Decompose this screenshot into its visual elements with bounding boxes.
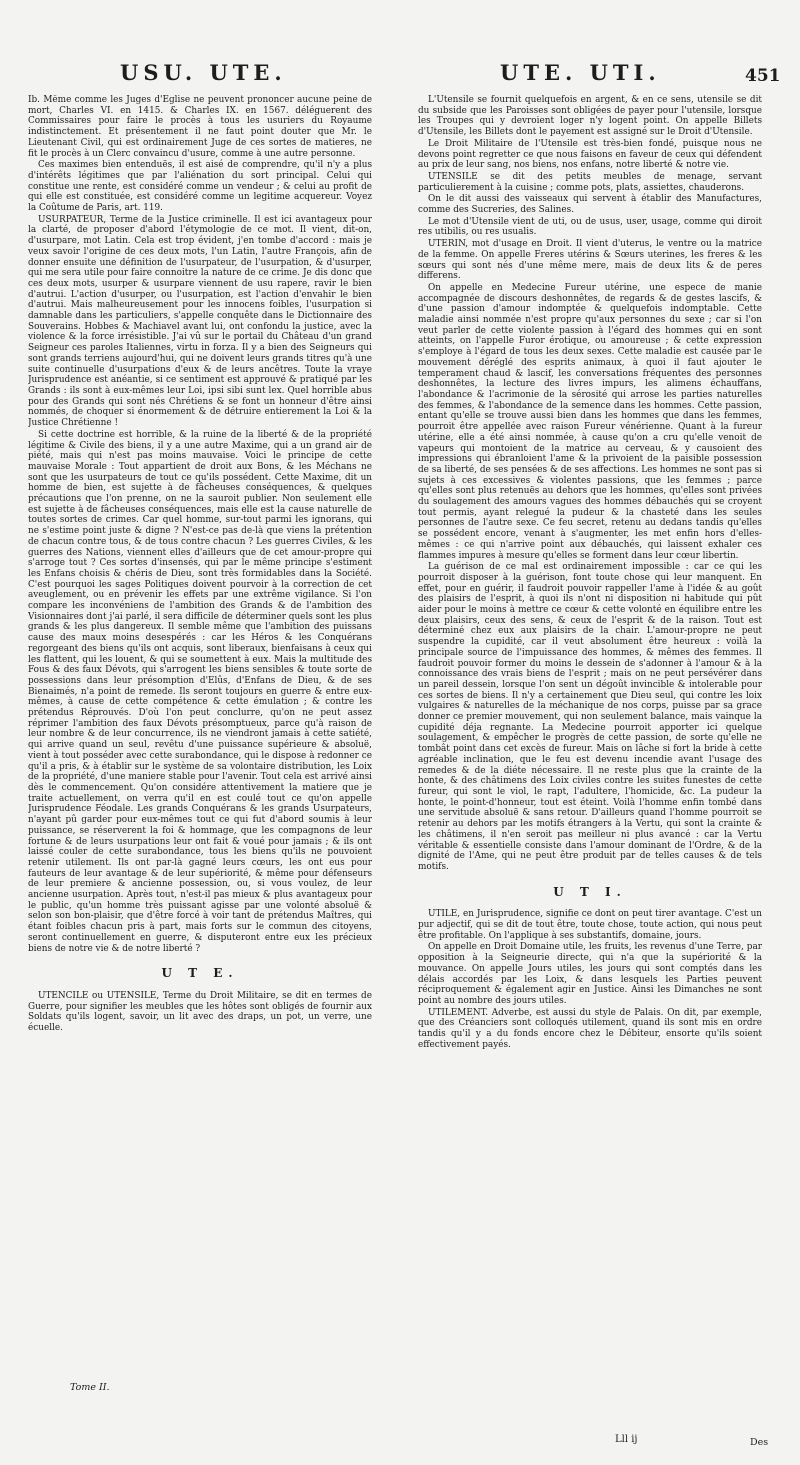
left-column	[28, 95, 372, 1385]
running-head-left: USU. UTE.	[120, 60, 287, 85]
paragraph: USURPATEUR, Terme de la Justice criminelle. Il est ici avantageux pour la clarté, de proposer d'abord l'étymologie de ce mot. Il vient, dit-on, d'usurpare, mot Latin. Cela est trop évident, j'en tombe d'accord : mais je veux savoir l'origine de ces deux mots, l'un Latin, l'autre François, afin de donner ensuite une définition de l'usurpateur, de l'usurpation, & d'usurper, qui me sera utile pour faire connoitre la nature de ce crime. Je dis donc que ces deux mots, usurper & usurpare viennent de usu rapere, ravir le bien d'autrui. L'action d'usurper, ou l'usurpation, est l'action d'envahir le bien d'autrui. Mais malheureusement pour les innocens foibles, l'usurpation si damnable dans les particuliers, s'appelle conquête dans le Dictionnaire des Souverains. Hobbes & Machiavel avant lui, ont confondu la justice, avec la violence & la force irrésistible. J'ai vû sur le portail du Château d'un grand Seigneur ces paroles Italiennes, virtu in forza. Il y a bien des Seigneurs qui sont grands terriens aujourd'hui, qui ne doivent leurs grands titres qu'à une suite continuelle d'usurpations d'eux & de leurs ancêtres. Toute la vraye Jurisprudence est anéantie, si ce sentiment est approuvé & pratiqué par les Grands : ils sont à eux-mêmes leur Loi, ipsi sibi sunt lex. Quel horrible abus pour des Grands qui sont nés Chrétiens & se font un honneur d'être ainsi nommés, de choquer si énormement & de détruire entierement la Loi & la Justice Chrétienne !	[28, 214, 372, 429]
paragraph: Ces maximes bien entenduës, il est aisé de comprendre, qu'il n'y a plus d'intérêts légitimes que par l'aliénation du sort principal. Celui qui constitue une rente, est considéré comme un vendeur ; & celui au profit de qui elle est constituée, est considéré comme un legitime acquereur. Voyez la Coûtume de Paris, art. 119.	[28, 160, 372, 214]
paragraph: Ib. Même comme les Juges d'Eglise ne peuvent prononcer aucune peine de mort, Charles VI. en 1415. & Charles IX. en 1567. déléguerent des Commissaires pour faire le procès à tous les usuriers du Royaume indistinctement. Et présentement il ne faut point douter que Mr. le Lieutenant Civil, qui est ordinairement Juge de ces sortes de matieres, ne fit le procès à un Clerc convaincu d'usure, comme à une autre personne.	[28, 95, 372, 159]
signature-mark: Lll ij	[615, 1434, 638, 1445]
section-heading-uti: U T I.	[553, 884, 627, 899]
entry-utile: UTILE, en Jurisprudence, signifie ce dont on peut tirer avantage. C'est un pur adjectif, qui se dit de tout être, toute chose, toute action, qui nous peut être profitable. On l'applique à ses substantifs, domaine, jours.	[418, 909, 762, 941]
paragraph: On le dit aussi des vaisseaux qui servent à établir des Manufactures, comme des Sucreries, des Salines.	[418, 194, 762, 216]
paragraph: La guérison de ce mal est ordinairement impossible : car ce qui les pourroit disposer à la guérison, font toute chose qui leur manquent. En effet, pour en guérir, il faudroit pouvoir rappeller l'ame à l'idée & au goût des plaisirs de l'esprit, à quoi ils n'ont ni disposition ni habitude qui pût aider pour le moins à mettre ce cœur & cette volonté en équilibre entre les deux plaisirs, ceux des sens, & ceux de l'esprit & de la raison. Tout est déterminé chez eux aux plaisirs de la chair. L'amour-propre ne peut suspendre la cupidité, car il veut absolument être heureux : voilà la principale source de l'impuissance des hommes, & mêmes des femmes. Il faudroit pouvoir former du moins le dessein de s'adonner à l'amour & à la connoissance des vrais biens de l'esprit ; mais on ne peut persévérer dans un pareil dessein, lorsque l'on sent un dégoût invincible & intolerable pour ces sortes de biens. Il n'y a certainement que Dieu seul, qui contre les loix vulgaires & naturelles de la méchanique de nos corps, puisse par sa grace donner ce premier mouvement, qui non seulement balance, mais vainque la cupidité déja regnante. La Medecine pourroit apporter ici quelque soulagement, & empêcher le progrès de cette passion, de sorte qu'elle ne tombât point dans cet excès de fureur. Mais on lâche si fort la bride à cette agréable inclination, que le feu est devenu incendie avant l'usage des remedes & de la diéte nécessaire. Il ne reste plus que la crainte de la honte, & des châtimens des Loix civiles contre les suites funestes de cette fureur, qui sont le viol, le rapt, l'adultere, l'homicide, &c. La pudeur la honte, le point-d'honneur, tout est éteint. Voilà l'homme enfin tombé dans une servitude absoluë & sans retour. D'ailleurs quand l'homme pourroit se retenir au dehors par les motifs étrangers à la Vertu, qui sont la crainte & les châtimens, il n'en seroit pas meilleur ni plus avancé : car la Vertu véritable & essentielle consiste dans l'amour dominant de l'Ordre, & de la dignité de l'Ame, qui ne peut être produit par de telles causes & de tels motifs.	[418, 562, 762, 872]
paragraph: Le mot d'Utensile vient de uti, ou de usus, user, usage, comme qui diroit res utibilis, ou res usualis.	[418, 216, 762, 238]
catchword: Des	[750, 1437, 769, 1448]
volume-footer: Tome II.	[70, 1382, 110, 1393]
paragraph: Si cette doctrine est horrible, & la ruine de la liberté & de la propriété légitime & Civile des biens, il y a une autre Maxime, qui a un grand air de piété, mais qui n'est pas moins mauvaise. Voici le principe de cette mauvaise Morale : Tout appartient de droit aux Bons, & les Méchans ne sont que les usurpateurs de tout ce qu'ils possédent. Cette Maxime, dit un homme de bien, est sujette à de fâcheuses conséquences, & quelques précautions que l'on prenne, on ne la sauroit publier. Non seulement elle est sujette à de fâcheuses conséquences, mais elle est la cause naturelle de toutes sortes de crimes. Car quel homme, sur-tout parmi les ignorans, qui ne s'estime point juste & digne ? N'est-ce pas de-là que viens la prétention de chacun contre tous, & de tous contre chacun ? Les guerres Civiles, & les guerres des Nations, viennent elles d'ailleurs que de cet amour-propre qui s'arroge tout ? Ces sortes d'insensés, qui par le même principe s'estiment les Enfans choisis & chéris de Dieu, sont très formidables dans la Société. C'est pourquoi les sages Politiques doivent pourvoir à la correction de cet aveuglement, ou en prévenir les effets par une extrême vigilance. Si l'on compare les inconvéniens de l'ambition des Grands & de l'ambition des Visionnaires dont j'ai parlé, il sera difficile de déterminer quels sont les plus grands & les plus dangereux. Il semble même que l'ambition des puissans cause des maux moins desespérés : car les Héros & les Conquérans regorgeant des biens qu'ils ont acquis, sont liberaux, bienfaisans à ceux qui les flattent, qui les louent, & qui se soumettent à eux. Mais la multitude des Fous & des faux Dévots, qui s'arrogent les biens sensibles & toute sorte de possessions dans leur présomption d'Elûs, d'Enfans de Dieu, & de ses Bienaimés, n'a point de remede. Ils seront toujours en guerre & entre eux-mêmes, à cause de cette compétence & cette émulation ; & contre les prétendus Réprouvés. D'où l'on peut conclurre, qu'on ne peut assez réprimer l'ambition des faux Dévots présomptueux, parce qu'à raison de leur nombre & de leur concurrence, ils ne viendront jamais à cette satiété, qui arrive quand un seul, revêtu d'une puissance supérieure & absoluë, vient à tout posséder avec cette surabondance, qui le dispose à redonner ce qu'il a pris, & à établir sur le système de sa volontaire distribution, les Loix de la propriété, d'une maniere stable pour l'avenir. Tout cela est arrivé ainsi dès le commencement. Qu'on considére attentivement la matiere que je traite actuellement, on verra qu'il en est coulé tout ce qu'on appelle Jurisprudence Féodale. Les grands Conquérans & les grands Usurpateurs, n'ayant pû garder pour eux-mêmes tout ce qui fut d'abord soumis à leur puissance, se réserverent la foi & hommage, que les compagnons de leur fortune & de leurs usurpations leur ont fait & voué pour jamais ; & ils ont laissé couler de cette surabondance, tous les biens qu'ils ne pouvoient retenir utilement. Ils ont par-là gagné leurs cœurs, les ont eus pour fauteurs de leur avantage & de leur supériorité, & même pour défenseurs de leur premiere & ancienne possession, ou, si vous voulez, de leur ancienne usurpation. Après tout, n'est-il pas mieux & plus avantageux pour le public, qu'un homme très puissant agisse par une volonté absoluë & selon son bon-plaisir, que d'être forcé à voir tant de prétendus Maîtres, qui étant foibles chacun pris à part, mais forts sur le commun des citoyens, seront continuellement en guerre, & disputeront entre eux les précieux biens de notre vie & de notre liberté ?	[28, 429, 372, 954]
right-column	[418, 95, 762, 1395]
paragraph: On appelle en Droit Domaine utile, les fruits, les revenus d'une Terre, par opposition à la Seigneurie directe, qui n'a que la supériorité & la mouvance. On appelle Jours utiles, les jours qui sont comptés dans les délais accordés par les Loix, & dans lesquels les Parties peuvent réciproquement & également agir en Justice. Ainsi les Dimanches ne sont point au nombre des jours utiles.	[418, 942, 762, 1006]
paragraph: On appelle en Medecine Fureur utérine, une espece de manie accompagnée de discours deshonnêtes, de regards & de gestes lascifs, & d'une passion d'amour indomptée & quelquefois indomptable. Cette maladie ainsi nommée n'est propre qu'aux personnes du sexe ; car si l'on veut parler de cette violente passion à l'égard des hommes qui en sont atteints, on l'appelle Furor érotique, ou amoureuse ; & cette expression s'employe à l'égard de tous les deux sexes. Cette maladie est causée par le mouvement déréglé des esprits animaux, à quoi il faut ajouter le temperament chaud & lascif, les conversations fréquentes des personnes deshonnêtes, la lecture des livres impurs, les alimens échauffans, l'abondance & l'acrimonie de la sérosité qui arrose les parties naturelles des femmes, & l'abondance de la semence dans les hommes. Cette passion, entant qu'elle se trouve aussi bien dans les hommes que dans les femmes, pourroit être appellée avec raison Fureur vénérienne. Quant à la fureur utérine, elle a été ainsi nommée, à cause qu'on a cru qu'elle venoit de vapeurs qui montoient de la matrice au cerveau, & y causoient des impressions qui ébranloient l'ame & la privoient de la paisible possession de sa liberté, de ses pensées & de ses affections. Les hommes ne sont pas si sujets à ces excessives & violentes passions, que les femmes ; parce qu'elles sont plus retenuës au dehors que les hommes, qu'elles sont privées du soulagement des amours vagues des hommes débauchés qui se croyent tout permis, ayant relegué la pudeur & la chasteté dans les seules personnes de l'autre sexe. Ce feu secret, retenu au dedans tandis qu'elles se possédent encore, venant à s'augmenter, les met enfin hors d'elles-mêmes : ce qui n'arrive point aux débauchés, qui laissent exhaler ces flammes impures à mesure qu'elles se forment dans leur cœur libertin.	[418, 282, 762, 561]
section-heading-ute: U T E.	[161, 966, 239, 981]
paragraph: L'Utensile se fournit quelquefois en argent, & en ce sens, utensile se dit du subside que les Paroisses sont obligées de payer pour l'utensile, lorsque les Troupes qui y devroient loger n'y logent point. On appelle Billets d'Utensile, les Billets dont le payement est assigné sur le Droit d'Utensile.	[418, 95, 762, 138]
paragraph: Le Droit Militaire de l'Utensile est très-bien fondé, puisque nous ne devons point regretter ce que nous faisons en faveur de ceux qui défendent au prix de leur sang, nos biens, nos enfans, notre liberté & notre vie.	[418, 138, 762, 171]
running-head-right: UTE. UTI.	[500, 60, 661, 85]
paragraph: UTERIN, mot d'usage en Droit. Il vient d'uterus, le ventre ou la matrice de la femme. On appelle Freres utérins & Sœurs uterines, les freres & les sœurs qui sont nés d'une même mere, mais de deux lits & de peres differens.	[418, 239, 762, 282]
page-number: 451	[745, 66, 781, 86]
entry-utencile: UTENCILE ou UTENSILE, Terme du Droit Militaire, se dit en termes de Guerre, pour signifier les meubles que les hôtes sont obligés de fournir aux Soldats qu'ils logent, savoir, un lit avec des draps, un pot, un verre, une écuelle.	[28, 990, 372, 1034]
paragraph: UTENSILE se dit des petits meubles de menage, servant particulierement à la cuisine ; comme pots, plats, assiettes, chauderons.	[418, 171, 762, 193]
entry-utilement: UTILEMENT. Adverbe, est aussi du style de Palais. On dit, par exemple, que des Créanciers sont colloqués utilement, quand ils sont mis en ordre tandis qu'il y a du fonds encore chez le Débiteur, ensorte qu'ils soient effectivement payés.	[418, 1007, 762, 1050]
